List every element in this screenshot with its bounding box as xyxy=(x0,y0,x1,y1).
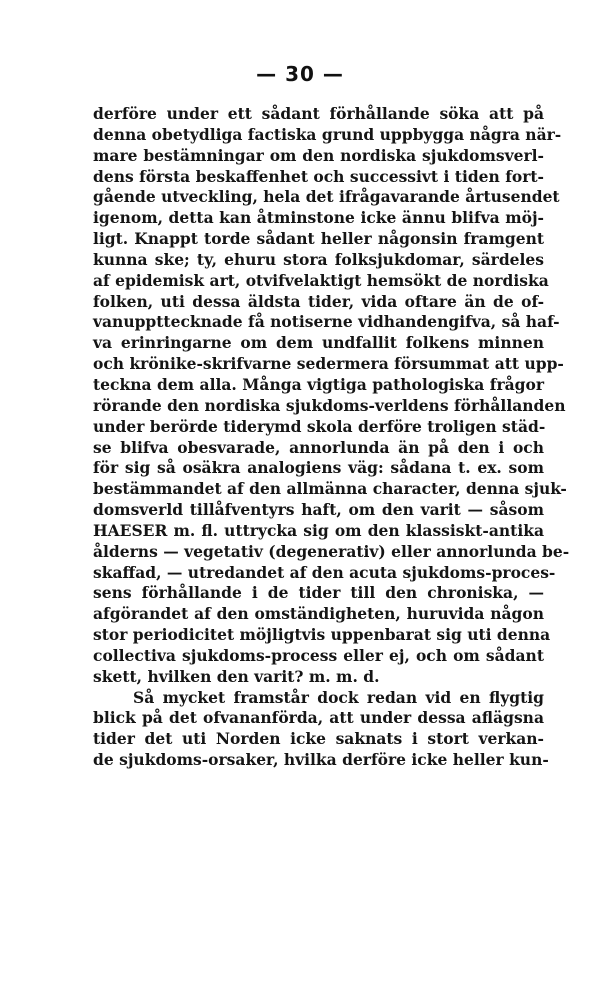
text-line: afgörandet af den omständigheten, huruvida någon xyxy=(93,604,544,624)
page-number: — 30 — xyxy=(256,62,344,86)
text-line: mare bestämningar om den nordiska sjukdomsverl- xyxy=(93,145,544,165)
text-line: vanuppttecknade få notiserne vidhandengifva, så haf- xyxy=(93,312,560,332)
text-line: ålderns — vegetativ (degenerativ) eller annorlunda be- xyxy=(93,541,570,561)
text-line: blick på det ofvananförda, att under dessa aflägsna xyxy=(93,708,544,728)
text-line: för sig så osäkra analogiens väg: sådana t. ex. som xyxy=(93,458,544,478)
text-line: tider det uti Norden icke saknats i stort verkan- xyxy=(93,729,544,749)
text-line: folken, uti dessa äldsta tider, vida oftare än de of- xyxy=(93,291,544,311)
text-line: bestämmandet af den allmänna character, denna sjuk- xyxy=(93,479,567,499)
body-text xyxy=(93,104,570,771)
text-line: teckna dem alla. Många vigtiga pathologiska frågor xyxy=(93,374,544,394)
text-line: och krönike-skrifvarne sedermera försummat att upp- xyxy=(93,354,564,374)
text-line: igenom, detta kan åtminstone icke ännu blifva möj- xyxy=(93,208,544,228)
text-line: af epidemisk art, otvifvelaktigt hemsökt de nordiska xyxy=(93,270,549,290)
text-line: skett, hvilken den varit? m. m. d. xyxy=(93,666,380,686)
text-line: de sjukdoms-orsaker, hvilka derföre icke heller kun- xyxy=(93,750,549,770)
text-line: gående utveckling, hela det ifrågavarande årtusendet xyxy=(93,187,560,207)
text-line: ligt. Knappt torde sådant heller någonsin framgent xyxy=(93,229,544,249)
text-line: sens förhållande i de tider till den chroniska, — xyxy=(93,583,544,603)
text-line: stor periodicitet möjligtvis uppenbarat sig uti denna xyxy=(93,625,551,645)
text-line: rörande den nordiska sjukdoms-verldens förhållanden xyxy=(93,395,566,415)
text-line: va erinringarne om dem undfallit folkens minnen xyxy=(93,333,544,353)
text-line: HAESER m. fl. uttrycka sig om den klassiskt-antika xyxy=(93,520,544,540)
text-line: skaffad, — utredandet af den acuta sjukdoms-proces- xyxy=(93,562,556,582)
text-line: collectiva sjukdoms-process eller ej, och om sådant xyxy=(93,645,544,665)
text-line: se blifva obesvarade, annorlunda än på den i och xyxy=(93,437,544,457)
text-line: domsverld tillåfventyrs haft, om den varit — såsom xyxy=(93,500,544,520)
text-line: denna obetydliga factiska grund uppbygga några när- xyxy=(93,124,562,144)
text-line: derföre under ett sådant förhållande söka att på xyxy=(93,104,544,123)
text-line: dens första beskaffenhet och successivt i tiden fort- xyxy=(93,166,544,186)
text-line: kunna ske; ty, ehuru stora folksjukdomar, särdeles xyxy=(93,249,544,269)
text-line: Så mycket framstår dock redan vid en flygtig xyxy=(133,687,544,707)
text-line: under berörde tiderymd skola derföre troligen städ- xyxy=(93,416,546,436)
